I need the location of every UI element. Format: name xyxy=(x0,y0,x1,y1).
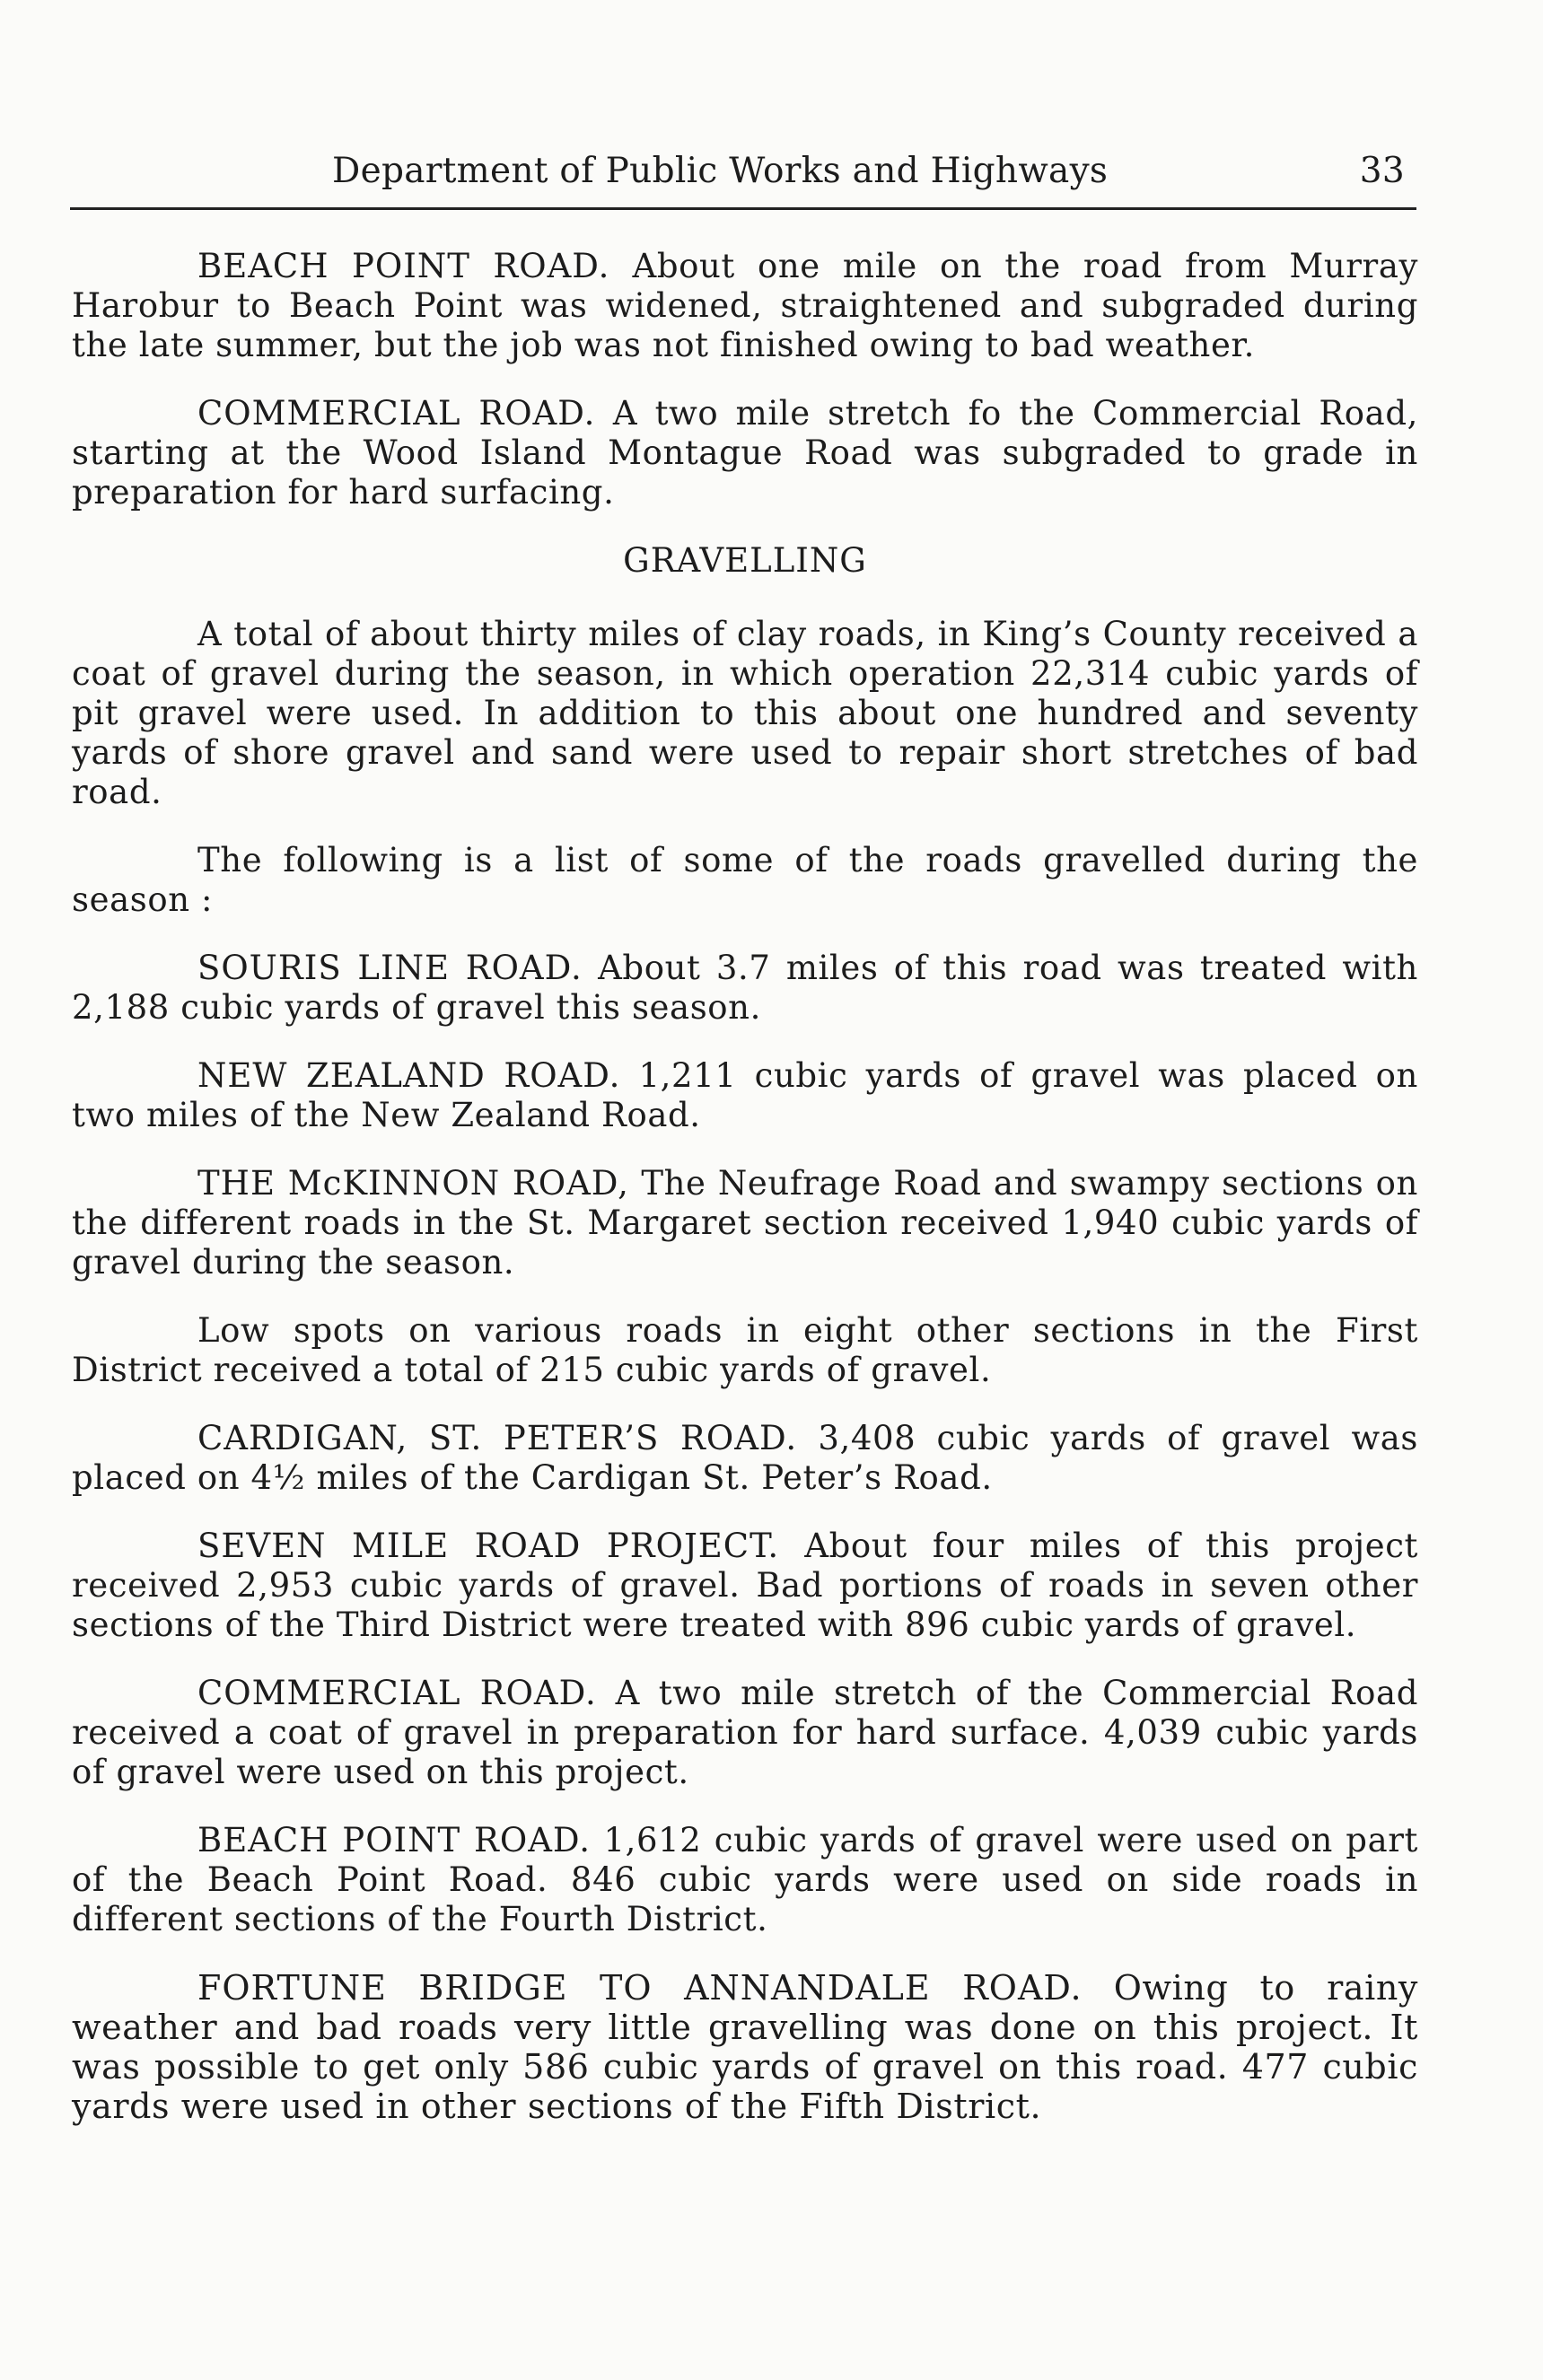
paragraph-mckinnon-road xyxy=(72,1164,1418,1282)
paragraph-new-zealand-road xyxy=(72,1056,1418,1135)
paragraph-text: About 3.7 miles of this road was treated with 2,188 cubic yards of gravel this season. xyxy=(72,949,1418,1027)
paragraph-lead: BEACH POINT ROAD. xyxy=(197,1821,592,1859)
paragraph-lead: SOURIS LINE ROAD. xyxy=(197,949,583,987)
paragraph-lead: SEVEN MILE ROAD PROJECT. xyxy=(197,1527,780,1565)
paragraph-seven-mile-road xyxy=(72,1527,1418,1645)
section-heading: GRAVELLING xyxy=(623,541,867,580)
header-rule xyxy=(70,207,1416,210)
paragraph-lead: COMMERCIAL ROAD. xyxy=(197,394,596,433)
paragraph-beach-point-road xyxy=(72,247,1418,365)
paragraph-beach-point-road-gravel xyxy=(72,1821,1418,1939)
paragraph-souris-line-road xyxy=(72,949,1418,1028)
paragraph-text: 1,211 cubic yards of gravel was placed on two miles of the New Zealand Road. xyxy=(72,1056,1418,1134)
paragraph-lead: FORTUNE BRIDGE TO ANNANDALE ROAD. xyxy=(197,1968,1083,2008)
paragraph-text: A total of about thirty miles of clay roads, in King’s County received a coat of gravel during the season, in which operation 22,314 cubic yards of pit gravel were used. In addition to this about one hundred and seventy yards of shore gravel and sand were used to repair short stretches of bad road. xyxy=(72,615,1418,811)
running-title: Department of Public Works and Highways xyxy=(332,151,1109,191)
paragraph-lead: NEW ZEALAND ROAD. xyxy=(197,1056,621,1095)
paragraph-commercial-road xyxy=(72,394,1418,512)
page-body xyxy=(72,247,1418,2155)
page-header xyxy=(72,151,1418,205)
paragraph-text: 3,408 cubic yards of gravel was placed on 4½ miles of the Cardigan St. Peter’s Road. xyxy=(72,1419,1418,1497)
paragraph-commercial-road-gravel xyxy=(72,1674,1418,1792)
paragraph-text: About one mile on the road from Murray Harobur to Beach Point was widened, straightened and subgraded during the late summer, but the job was not finished owing to bad weather. xyxy=(72,247,1419,364)
paragraph-text: The following is a list of some of the roads gravelled during the season : xyxy=(72,841,1418,919)
paragraph-lead: THE McKINNON ROAD, xyxy=(197,1164,629,1203)
paragraph-fortune-bridge-road xyxy=(72,1968,1418,2126)
paragraph-lead: BEACH POINT ROAD. xyxy=(197,247,610,285)
paragraph-text: 1,612 cubic yards of gravel were used on part of the Beach Point Road. 846 cubic yards were used on side roads in different sections of the Fourth District. xyxy=(72,1821,1418,1938)
paragraph-gravelling-total xyxy=(72,615,1418,812)
paragraph-text: A two mile stretch fo the Commercial Road, starting at the Wood Island Montague Road was subgraded to grade in preparation for hard surfacing. xyxy=(72,394,1418,512)
paragraph-low-spots xyxy=(72,1311,1418,1390)
paragraph-text: Owing to rainy weather and bad roads very little gravelling was done on this project. It was possible to get only 586 cubic yards of gravel on this road. 477 cubic yards were used in other sections of the Fifth District. xyxy=(72,1968,1418,2126)
paragraph-text: About four miles of this project received 2,953 cubic yards of gravel. Bad portions of roads in seven other sections of the Third District were treated with 896 cubic yards of gravel. xyxy=(72,1527,1418,1644)
paragraph-text: Low spots on various roads in eight other sections in the First District received a total of 215 cubic yards of gravel. xyxy=(72,1311,1418,1389)
paragraph-cardigan-road xyxy=(72,1419,1418,1498)
paragraph-text: The Neufrage Road and swampy sections on the different roads in the St. Margaret section received 1,940 cubic yards of gravel during the season. xyxy=(72,1164,1418,1282)
paragraph-list-intro xyxy=(72,841,1418,920)
paragraph-lead: CARDIGAN, ST. PETER’S ROAD. xyxy=(197,1419,798,1457)
page-number: 33 xyxy=(1359,151,1405,191)
paragraph-text: A two mile stretch of the Commercial Road received a coat of gravel in preparation for hard surface. 4,039 cubic yards of gravel were used on this project. xyxy=(72,1674,1419,1791)
paragraph-lead: COMMERCIAL ROAD. xyxy=(197,1674,597,1712)
